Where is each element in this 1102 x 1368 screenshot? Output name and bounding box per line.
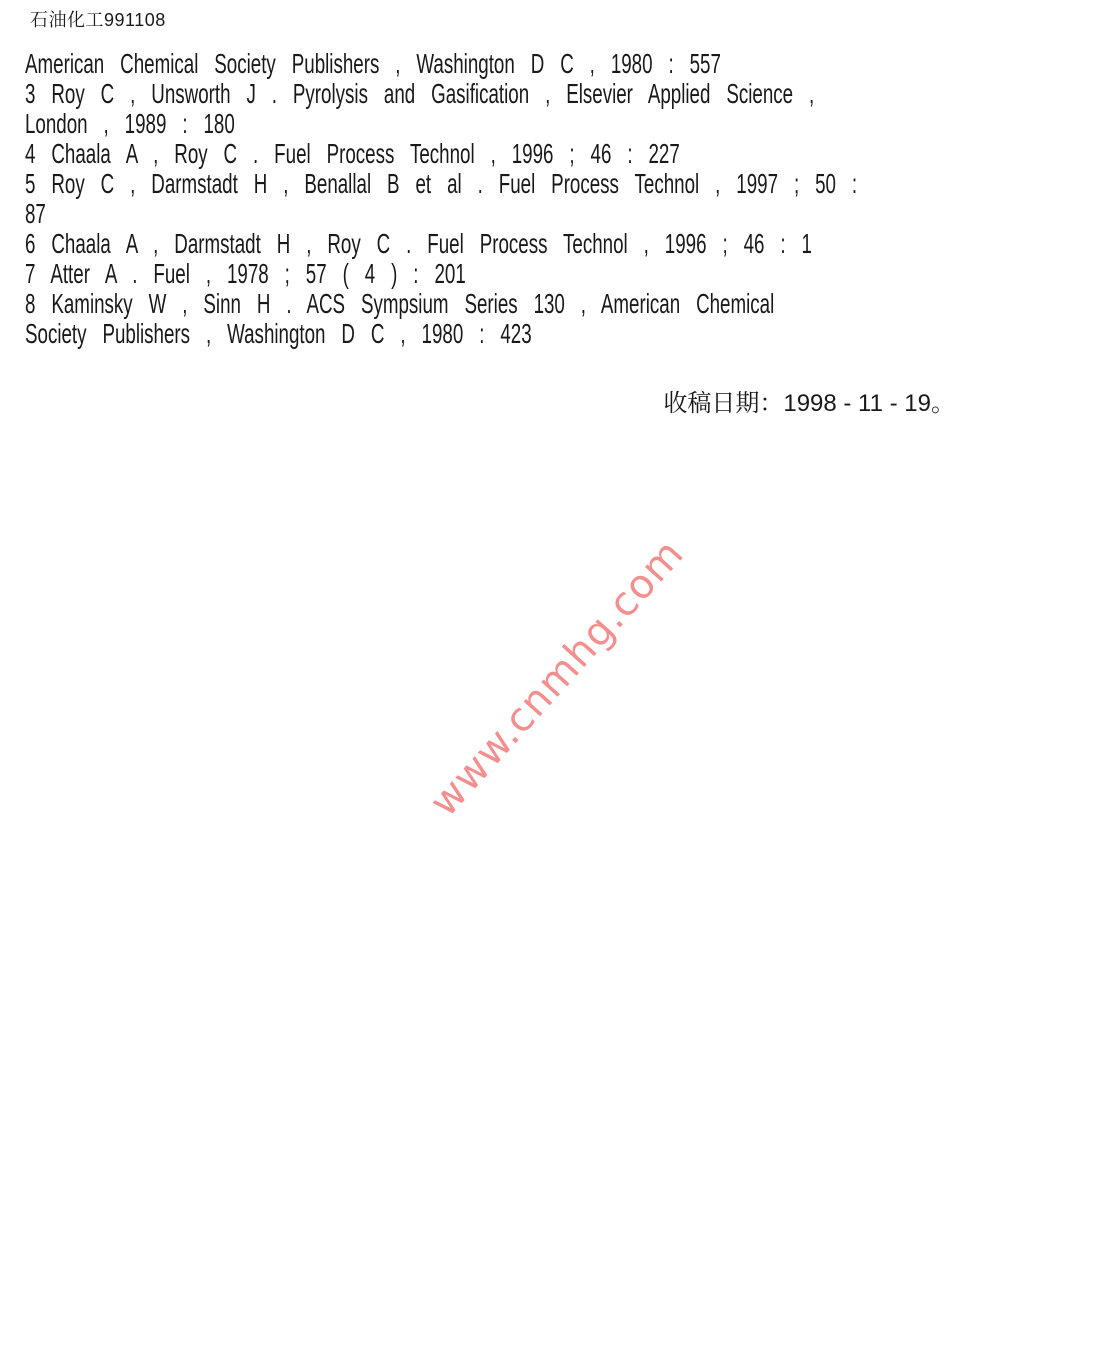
journal-code-label: 石油化工991108 <box>30 10 166 30</box>
reference-line: 8 Kaminsky W , Sinn H . ACS Sympsium Series 130 , American Chemical <box>25 288 775 319</box>
reference-line: American Chemical Society Publishers , Washington D C , 1980 : 557 <box>25 48 721 79</box>
reference-line: Society Publishers , Washington D C , 1980 : 423 <box>25 318 532 349</box>
reference-line: London , 1989 : 180 <box>25 108 235 139</box>
reference-line: 87 <box>25 198 46 229</box>
references-list <box>25 49 963 349</box>
received-date-label: 收稿日期：1998 - 11 - 19。 <box>663 390 955 417</box>
reference-line: 5 Roy C , Darmstadt H , Benallal B et al . Fuel Process Technol , 1997 ; 50 : <box>25 168 858 199</box>
reference-line: 3 Roy C , Unsworth J . Pyrolysis and Gasification , Elsevier Applied Science , <box>25 78 815 109</box>
reference-line: 6 Chaala A , Darmstadt H , Roy C . Fuel Process Technol , 1996 ; 46 : 1 <box>25 228 812 259</box>
reference-line: 4 Chaala A , Roy C . Fuel Process Technol , 1996 ; 46 : 227 <box>25 138 680 169</box>
site-watermark: www.cnmhg.com <box>421 530 693 826</box>
reference-line: 7 Atter A . Fuel , 1978 ; 57 ( 4 ) : 201 <box>25 258 466 289</box>
